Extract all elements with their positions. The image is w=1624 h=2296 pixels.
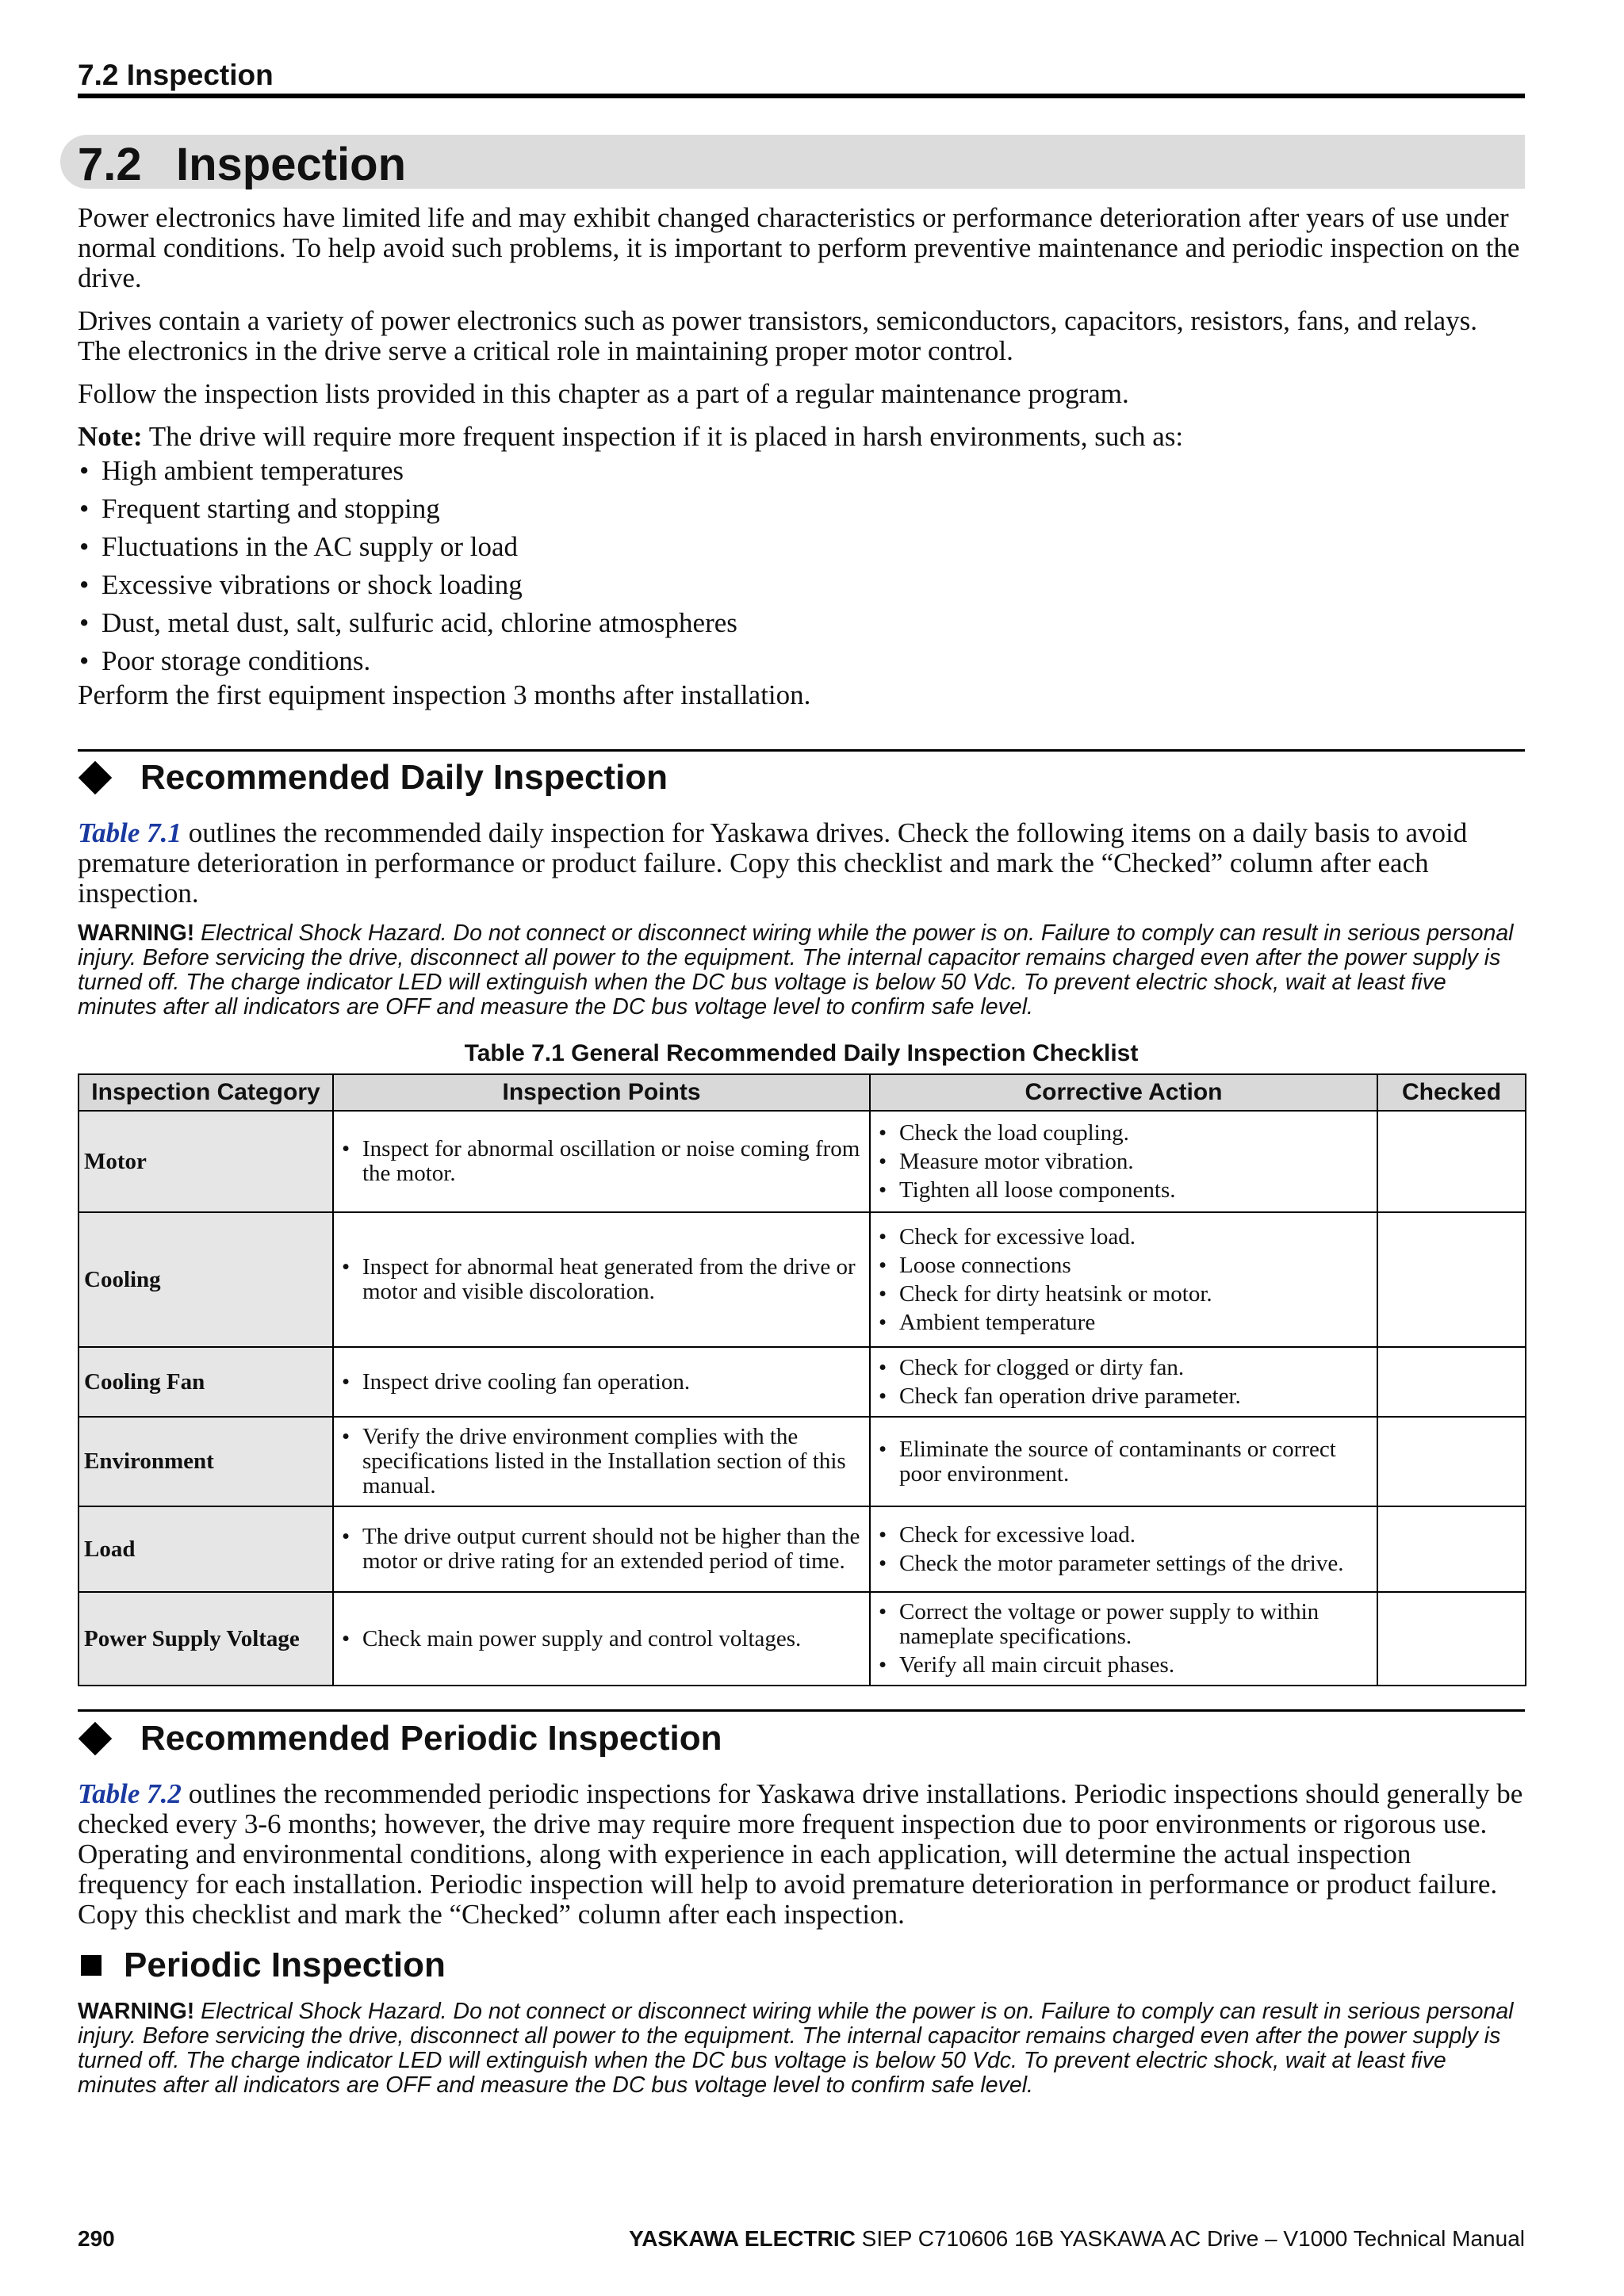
warning-text: Electrical Shock Hazard. Do not connect or disconnect wiring while the power is on. Failure to comply can result in serious personal injury. Before servicing the drive, disconnect all power to the equipment. The internal capacitor remains charged even after the power supply is turned off. The charge indicator LED will extinguish when the DC bus voltage is below 50 Vdc. To prevent electric shock, wait at least five minutes after all indicators are OFF and measure the DC bus voltage level to confirm safe level. — [78, 920, 1514, 1020]
list-item: • Dust, metal dust, salt, sulfuric acid, chlorine atmospheres — [78, 604, 1525, 642]
table-7-1-link[interactable]: Table 7.1 — [78, 817, 182, 848]
list-item: • Verify the drive environment complies with the specifications listed in the Installation section of this manual. — [339, 1425, 864, 1498]
intro-paragraph-3: Follow the inspection lists provided in this chapter as a part of a regular maintenance program. — [78, 378, 1129, 409]
daily-intro — [78, 818, 1525, 921]
section-title-band — [60, 135, 1525, 189]
list-item: • Inspect for abnormal oscillation or noise coming from the motor. — [339, 1137, 864, 1186]
category-cell: Motor — [79, 1111, 333, 1212]
footer-manual-title: SIEP C710606 16B YASKAWA AC Drive – V1000 Technical Manual — [855, 2226, 1525, 2251]
warning-label: WARNING! — [78, 920, 195, 946]
actions-cell — [870, 1417, 1377, 1506]
daily-heading-text: Recommended Daily Inspection — [140, 758, 668, 797]
checked-cell[interactable] — [1377, 1417, 1526, 1506]
actions-cell — [870, 1111, 1377, 1212]
section-divider — [78, 749, 1525, 752]
category-cell: Cooling — [79, 1212, 333, 1347]
section-number: 7.2 — [78, 139, 142, 190]
note-label: Note: — [78, 421, 143, 452]
diamond-bullet-icon — [79, 761, 112, 794]
periodic-subheading-text: Periodic Inspection — [124, 1946, 446, 1984]
list-item: • Ambient temperature — [875, 1311, 1372, 1335]
table-caption: Table 7.1 General Recommended Daily Inspection Checklist — [464, 1040, 1139, 1066]
table-row — [79, 1347, 1526, 1417]
footer-manual-info — [629, 2226, 1525, 2252]
checked-cell[interactable] — [1377, 1212, 1526, 1347]
header-rule — [78, 94, 1525, 98]
warning-text: Electrical Shock Hazard. Do not connect or disconnect wiring while the power is on. Failure to comply can result in serious personal injury. Before servicing the drive, disconnect all power to the equipment. The internal capacitor remains charged even after the power supply is turned off. The charge indicator LED will extinguish when the DC bus voltage is below 50 Vdc. To prevent electric shock, wait at least five minutes after all indicators are OFF and measure the DC bus voltage level to confirm safe level. — [78, 1999, 1514, 2098]
list-item: • Check for excessive load. — [875, 1523, 1372, 1548]
list-item: • Eliminate the source of contaminants or correct poor environment. — [875, 1437, 1372, 1487]
square-bullet-icon — [81, 1955, 102, 1976]
list-item: • Check the motor parameter settings of the drive. — [875, 1552, 1372, 1576]
periodic-inspection-heading — [78, 1719, 722, 1758]
list-item: • Loose connections — [875, 1253, 1372, 1278]
list-item: • Excessive vibrations or shock loading — [78, 566, 1525, 604]
table-row — [79, 1506, 1526, 1592]
column-header: Inspection Category — [79, 1074, 333, 1111]
actions-cell — [870, 1347, 1377, 1417]
footer-brand: YASKAWA ELECTRIC — [629, 2226, 856, 2251]
periodic-heading-text: Recommended Periodic Inspection — [140, 1719, 722, 1758]
daily-text: outlines the recommended daily inspection for Yaskawa drives. Check the following items on a daily basis to avoid premature deterioration in performance or product failure. Copy this checklist and mark the “Checked” column after each inspection. — [78, 817, 1468, 909]
checked-cell[interactable] — [1377, 1111, 1526, 1212]
section-divider — [78, 1709, 1525, 1712]
running-head: 7.2 Inspection — [78, 59, 274, 91]
list-item: • Inspect for abnormal heat generated from the drive or motor and visible discoloration. — [339, 1255, 864, 1304]
table-7-2-link[interactable]: Table 7.2 — [78, 1778, 182, 1809]
daily-inspection-heading — [78, 758, 668, 798]
intro-paragraph-1: Power electronics have limited life and may exhibit changed characteristics or performance deterioration after years of use under normal conditions. To help avoid such problems, it is important to perform preventive maintenance and periodic inspection on the drive. — [78, 202, 1520, 293]
points-cell — [333, 1212, 870, 1347]
intro-paragraph-2: Drives contain a variety of power electronics such as power transistors, semiconductors, capacitors, resistors, fans, and relays. The electronics in the drive serve a critical role in maintaining proper motor control. — [78, 305, 1478, 366]
warning-label: WARNING! — [78, 1999, 195, 2024]
list-item: • Check the load coupling. — [875, 1121, 1372, 1146]
points-cell — [333, 1347, 870, 1417]
column-header: Inspection Points — [333, 1074, 870, 1111]
list-item: • Check fan operation drive parameter. — [875, 1384, 1372, 1409]
list-item: • Check for excessive load. — [875, 1225, 1372, 1249]
periodic-inspection-subheading — [78, 1946, 446, 1985]
list-item: • High ambient temperatures — [78, 452, 1525, 490]
list-item: • Check for clogged or dirty fan. — [875, 1356, 1372, 1380]
checked-cell[interactable] — [1377, 1506, 1526, 1592]
periodic-text: outlines the recommended periodic inspections for Yaskawa drive installations. Periodic inspections should generally be checked every 3-6 months; however, the drive may require more frequent inspection due to poor environments or rigorous use. Operating and environmental conditions, along with experience in each application, will determine the actual inspection frequency for each installation. Periodic inspection will help to avoid premature deterioration in performance or product failure. Copy this checklist and mark the “Checked” column after each inspection. — [78, 1778, 1523, 1930]
daily-paragraph — [78, 818, 1525, 909]
periodic-paragraph — [78, 1779, 1525, 1930]
page-number: 290 — [78, 2226, 115, 2251]
points-cell — [333, 1506, 870, 1592]
daily-inspection-table — [78, 1073, 1526, 1686]
daily-warning — [78, 921, 1525, 1020]
column-header: Checked — [1377, 1074, 1526, 1111]
note-text: The drive will require more frequent inspection if it is placed in harsh environments, such as: — [142, 421, 1184, 452]
category-cell: Power Supply Voltage — [79, 1592, 333, 1686]
list-item: • Tighten all loose components. — [875, 1178, 1372, 1203]
periodic-intro — [78, 1779, 1525, 1942]
list-item: • Poor storage conditions. — [78, 642, 1525, 680]
category-cell: Cooling Fan — [79, 1347, 333, 1417]
actions-cell — [870, 1212, 1377, 1347]
list-item: • The drive output current should not be higher than the motor or drive rating for an extended period of time. — [339, 1525, 864, 1574]
list-item: • Inspect drive cooling fan operation. — [339, 1370, 864, 1395]
list-item: • Measure motor vibration. — [875, 1150, 1372, 1174]
points-cell — [333, 1417, 870, 1506]
category-cell: Load — [79, 1506, 333, 1592]
list-item: • Verify all main circuit phases. — [875, 1653, 1372, 1678]
category-cell: Environment — [79, 1417, 333, 1506]
table-header-row — [79, 1074, 1526, 1111]
column-header: Corrective Action — [870, 1074, 1377, 1111]
periodic-warning — [78, 1999, 1525, 2098]
points-cell — [333, 1111, 870, 1212]
list-item: • Frequent starting and stopping — [78, 490, 1525, 528]
list-item: • Check main power supply and control voltages. — [339, 1627, 864, 1651]
harsh-environment-list — [78, 452, 1525, 680]
checked-cell[interactable] — [1377, 1592, 1526, 1686]
closing-paragraph: Perform the first equipment inspection 3 months after installation. — [78, 679, 811, 710]
list-item: • Correct the voltage or power supply to within nameplate specifications. — [875, 1600, 1372, 1649]
actions-cell — [870, 1506, 1377, 1592]
intro-block — [78, 203, 1525, 723]
table-row — [79, 1417, 1526, 1506]
checked-cell[interactable] — [1377, 1347, 1526, 1417]
points-cell — [333, 1592, 870, 1686]
actions-cell — [870, 1592, 1377, 1686]
table-row — [79, 1212, 1526, 1347]
list-item: • Fluctuations in the AC supply or load — [78, 528, 1525, 566]
table-row — [79, 1592, 1526, 1686]
list-item: • Check for dirty heatsink or motor. — [875, 1282, 1372, 1307]
diamond-bullet-icon — [79, 1722, 112, 1755]
note-paragraph — [78, 422, 1525, 452]
section-title: Inspection — [176, 139, 407, 190]
table-row — [79, 1111, 1526, 1212]
